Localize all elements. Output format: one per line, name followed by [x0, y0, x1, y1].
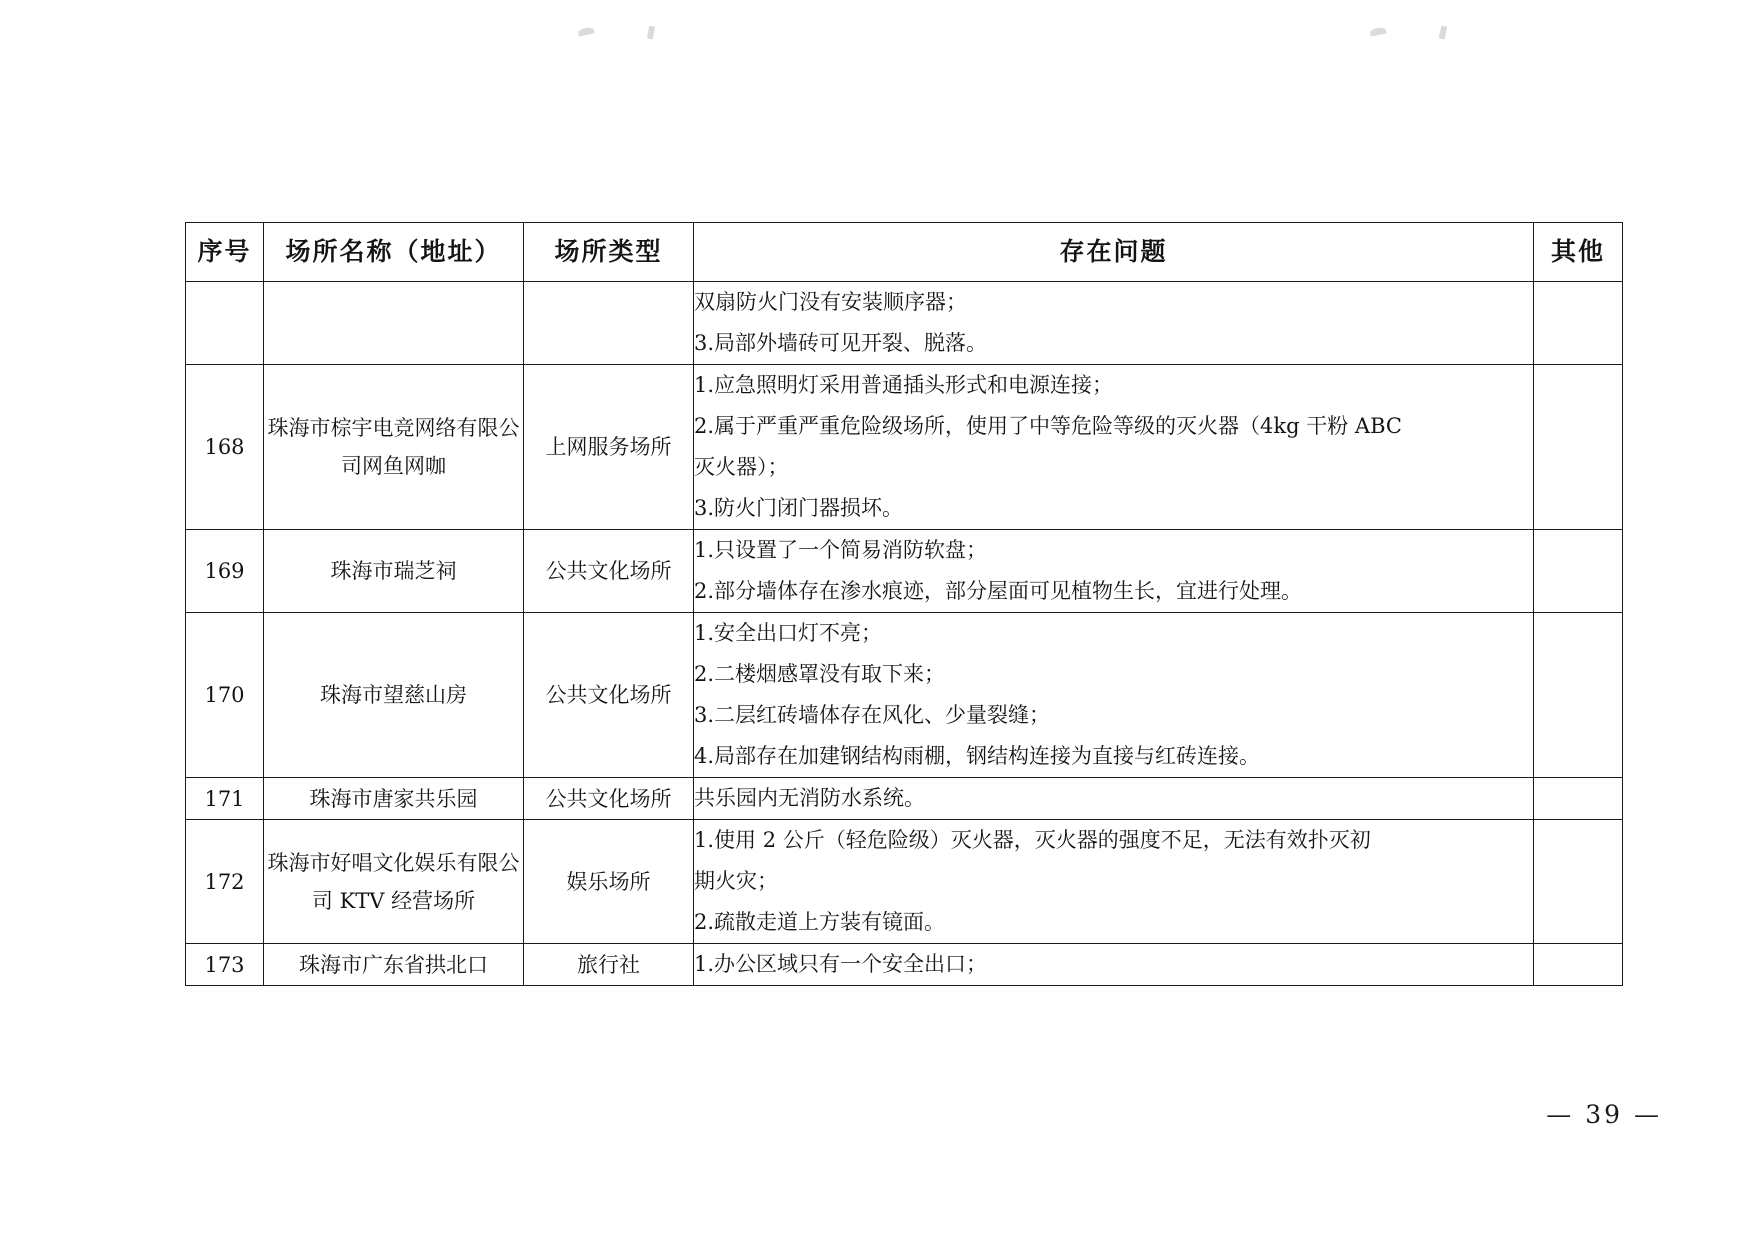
issue-line: 2.二楼烟感罩没有取下来；	[694, 662, 946, 686]
cell-type: 公共文化场所	[524, 530, 694, 613]
cell-issues	[694, 778, 1534, 820]
column-header-type: 场所类型	[524, 223, 694, 282]
table-row	[186, 944, 1623, 986]
issue-line: 期火灾；	[694, 869, 778, 893]
cell-issues	[694, 530, 1534, 613]
scan-artifact-icon	[577, 26, 594, 36]
table-row	[186, 778, 1623, 820]
cell-name: 珠海市唐家共乐园	[264, 778, 524, 820]
cell-seq: 173	[186, 944, 264, 986]
cell-other	[1534, 778, 1623, 820]
cell-seq: 172	[186, 820, 264, 944]
cell-other	[1534, 944, 1623, 986]
issue-line: 2.部分墙体存在渗水痕迹，部分屋面可见植物生长，宜进行处理。	[694, 579, 1303, 603]
cell-seq	[186, 282, 264, 365]
cell-type: 公共文化场所	[524, 778, 694, 820]
cell-other	[1534, 282, 1623, 365]
issue-line: 3.局部外墙砖可见开裂、脱落。	[694, 331, 988, 355]
column-header-other: 其他	[1534, 223, 1623, 282]
cell-other	[1534, 365, 1623, 530]
cell-seq: 171	[186, 778, 264, 820]
issue-line: 1.应急照明灯采用普通插头形式和电源连接；	[694, 373, 1114, 397]
column-header-name: 场所名称（地址）	[264, 223, 524, 282]
scan-artifact-icon	[1439, 26, 1448, 40]
column-header-issues: 存在问题	[694, 223, 1534, 282]
table-row	[186, 365, 1623, 530]
column-header-seq: 序号	[186, 223, 264, 282]
table-header-row	[186, 223, 1623, 282]
table-row	[186, 820, 1623, 944]
issue-line: 双扇防火门没有安装顺序器；	[694, 290, 967, 314]
cell-issues	[694, 820, 1534, 944]
cell-issues	[694, 365, 1534, 530]
issue-line: 1.安全出口灯不亮；	[694, 621, 883, 645]
page-number: — 39 —	[1546, 1100, 1662, 1129]
issue-line: 4.局部存在加建钢结构雨棚，钢结构连接为直接与红砖连接。	[694, 744, 1261, 768]
cell-name	[264, 282, 524, 365]
table-row	[186, 530, 1623, 613]
cell-seq: 168	[186, 365, 264, 530]
issue-line: 1.办公区域只有一个安全出口；	[694, 952, 988, 976]
cell-type	[524, 282, 694, 365]
cell-seq: 169	[186, 530, 264, 613]
cell-type: 上网服务场所	[524, 365, 694, 530]
table-row	[186, 613, 1623, 778]
cell-type: 旅行社	[524, 944, 694, 986]
cell-type: 娱乐场所	[524, 820, 694, 944]
cell-other	[1534, 530, 1623, 613]
issue-line: 2.属于严重严重危险级场所，使用了中等危险等级的灭火器（4kg 干粉 ABC	[694, 414, 1402, 438]
cell-name: 珠海市广东省拱北口	[264, 944, 524, 986]
scan-artifact-icon	[1370, 27, 1387, 37]
cell-other	[1534, 613, 1623, 778]
issue-line: 3.防火门闭门器损坏。	[694, 496, 904, 520]
cell-issues	[694, 613, 1534, 778]
cell-name: 珠海市望慈山房	[264, 613, 524, 778]
issue-line: 2.疏散走道上方装有镜面。	[694, 910, 946, 934]
issue-line: 灭火器）；	[694, 455, 789, 479]
issue-line: 1.只设置了一个简易消防软盘；	[694, 538, 988, 562]
table-row	[186, 282, 1623, 365]
issue-line: 共乐园内无消防水系统。	[694, 786, 925, 810]
cell-other	[1534, 820, 1623, 944]
cell-seq: 170	[186, 613, 264, 778]
cell-issues	[694, 944, 1534, 986]
issue-line: 3.二层红砖墙体存在风化、少量裂缝；	[694, 703, 1051, 727]
issue-line: 1.使用 2 公斤（轻危险级）灭火器，灭火器的强度不足，无法有效扑灭初	[694, 828, 1371, 852]
cell-type: 公共文化场所	[524, 613, 694, 778]
cell-issues	[694, 282, 1534, 365]
scan-artifact-icon	[647, 26, 655, 40]
cell-name: 珠海市瑞芝祠	[264, 530, 524, 613]
cell-name: 珠海市好唱文化娱乐有限公司 KTV 经营场所	[264, 820, 524, 944]
cell-name: 珠海市棕宇电竞网络有限公司网鱼网咖	[264, 365, 524, 530]
inspection-issues-table	[185, 222, 1623, 986]
